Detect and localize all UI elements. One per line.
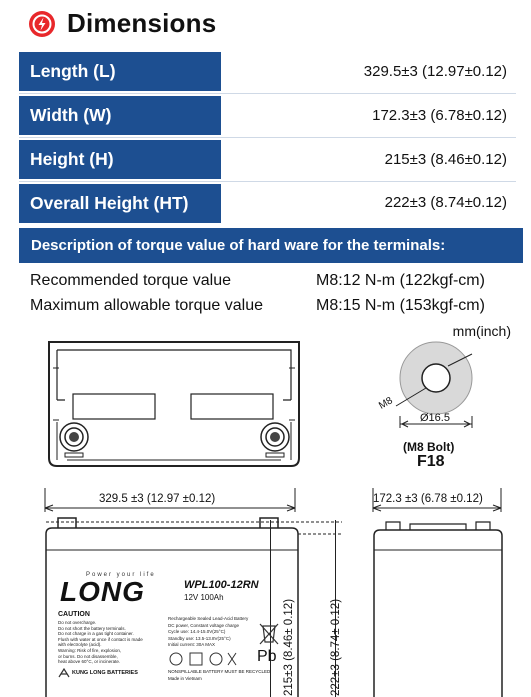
height-dimension-text: 215±3 (8.46± 0.12) [283, 598, 295, 696]
height-value: 215±3 (8.46±0.12) [384, 151, 507, 168]
brand-tagline: Power your life [86, 572, 156, 578]
battery-model: WPL100-12RN [184, 579, 259, 591]
lead-symbol: Pb [257, 648, 277, 665]
length-label: Length (L) [19, 52, 221, 91]
certification-icons [168, 650, 238, 668]
overall-height-label: Overall Height (HT) [19, 184, 221, 223]
caution-line: heat above 60°C, or incinerate. [58, 659, 121, 665]
terminal-code: F18 [417, 453, 445, 470]
desc-line: Initial current: 30A MAX [168, 642, 216, 647]
torque-heading: Description of torque value of hard ware for the terminals: [19, 228, 523, 263]
height-label: Height (H) [19, 140, 221, 179]
maker-name: KUNG LONG BATTERIES [72, 670, 138, 676]
caution-line: Do not short the battery terminals. [58, 625, 126, 631]
caution-line: Flush with water at once if contact is made [58, 636, 143, 642]
recycle-bin-crossed-icon [256, 620, 282, 646]
desc-line: Rechargeable Sealed Lead-Acid Battery [168, 616, 249, 621]
origin-text: Made in Vietnam [168, 676, 202, 681]
caution-title: CAUTION [58, 611, 90, 618]
caution-line: with electrolyte (acid). [58, 642, 102, 648]
lightning-icon [29, 11, 55, 37]
width-value: 172.3±3 (6.78±0.12) [372, 107, 507, 124]
overall-height-dimension-text: 222±3 (8.74± 0.12) [330, 598, 342, 696]
page-title: Dimensions [67, 8, 217, 38]
battery-side-view [370, 512, 506, 697]
battery-description [168, 616, 268, 649]
width-label: Width (W) [19, 96, 221, 135]
terminal-diameter: Ø16.5 [420, 412, 450, 424]
length-value: 329.5±3 (12.97±0.12) [363, 63, 507, 80]
width-dimension-text: 172.3 ±3 (6.78 ±0.12) [373, 493, 483, 505]
desc-line: Standby use: 13.5-13.8V(25°C) [168, 635, 231, 641]
overall-height-value: 222±3 (8.74±0.12) [384, 194, 507, 211]
bolt-size-label: M8 [377, 395, 395, 412]
positive-terminal-icon [258, 420, 292, 460]
caution-line: Do not overcharge. [58, 620, 97, 625]
nonspill-text: NONSPILLABLE BATTERY MUST BE RECYCLED [168, 669, 271, 674]
row-divider [19, 93, 516, 94]
torque-recommended-label: Recommended torque value [30, 272, 232, 289]
caution-list [58, 620, 168, 665]
row-divider [19, 181, 516, 182]
brand-logo: LONG [60, 576, 145, 607]
desc-line: Cycle use: 14.4-15.0V(25°C) [168, 629, 226, 634]
desc-line: DC power, Constant voltage charge [168, 622, 240, 628]
torque-max-value: M8:15 N-m (153kgf-cm) [316, 297, 485, 314]
torque-recommended-value: M8:12 N-m (122kgf-cm) [316, 272, 485, 289]
caution-line: or burns. Do not disassemble, [58, 653, 118, 659]
unit-note: mm(inch) [452, 323, 511, 339]
battery-spec: 12V 100Ah [184, 593, 224, 602]
length-dimension-text: 329.5 ±3 (12.97 ±0.12) [99, 493, 216, 505]
caution-line: Do not charge in a gas tight container. [58, 631, 134, 637]
terminal-detail-diagram [376, 336, 502, 444]
torque-max-label: Maximum allowable torque value [30, 297, 263, 314]
maker-logo-icon [58, 668, 70, 678]
bolt-caption: (M8 Bolt) [403, 440, 455, 454]
caution-line: Warning: Risk of fire, explosion, [58, 647, 122, 653]
negative-terminal-icon [57, 420, 91, 460]
row-divider [19, 137, 516, 138]
